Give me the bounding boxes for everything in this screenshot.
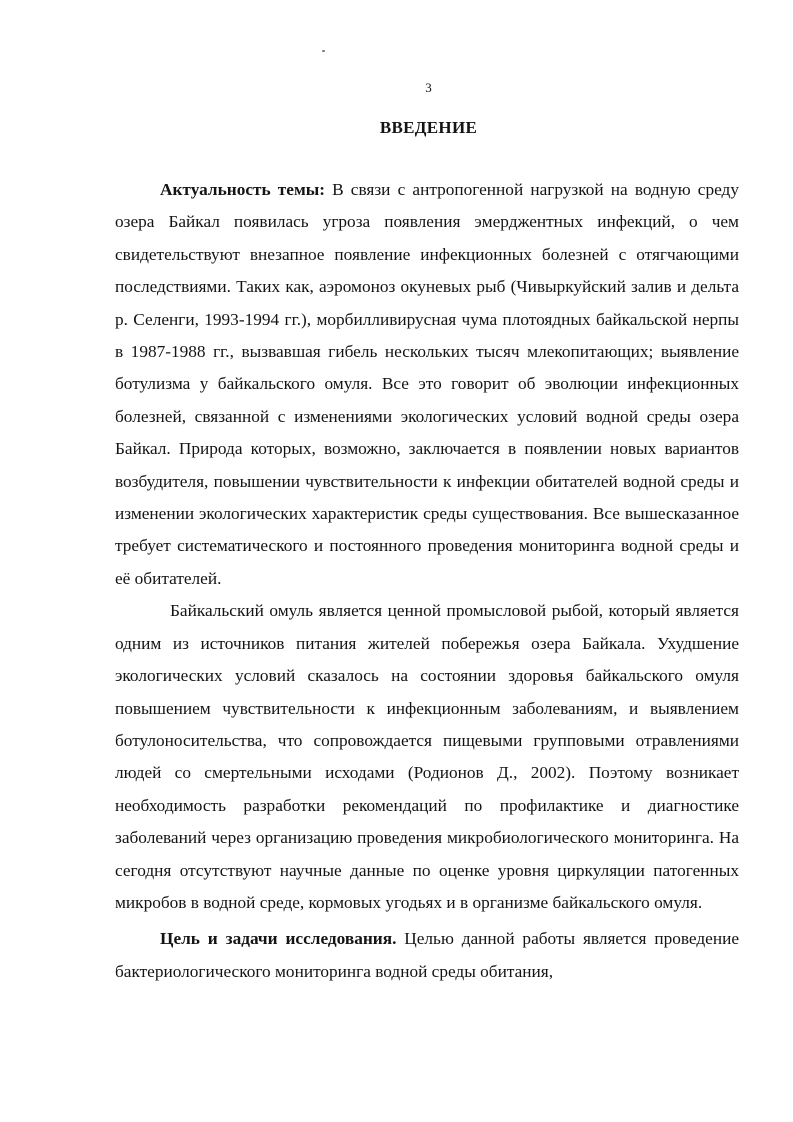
paragraph-omul bbox=[115, 595, 739, 919]
paragraph-text: Байкальский омуль является ценной промысловой рыбой, который является одним из источников питания жителей побережья озера Байкала. Ухудшение экологических условий сказалось на состоянии здоровья байкальского омуля повышением чувствительности к инфекционным заболеваниям, и выявлением ботулоносительства, что сопровождается пищевыми групповыми отравлениями людей со смертельными исходами (Родионов Д., 2002). Поэтому возникает необходимость разработки рекомендаций по профилактике и диагностике заболеваний через организацию проведения микробиологического мониторинга. На сегодня отсутствуют научные данные по оценке уровня циркуляции патогенных микробов в водной среде, кормовых угодьях и в организме байкальского омуля. bbox=[115, 601, 739, 912]
paragraph-lead: Актуальность темы: bbox=[160, 180, 325, 199]
paragraph-relevance bbox=[115, 174, 739, 595]
document-body bbox=[115, 174, 739, 988]
scan-speck bbox=[322, 50, 325, 52]
paragraph-text: Целью данной работы является проведение бактериологического мониторинга водной среды обитания, bbox=[115, 929, 739, 981]
paragraph-goals bbox=[115, 923, 739, 988]
paragraph-lead: Цель и задачи исследования. bbox=[160, 929, 397, 949]
page-title: ВВЕДЕНИЕ bbox=[379, 118, 478, 137]
page-number: 3 bbox=[425, 80, 432, 95]
paragraph-text: В связи с антропогенной нагрузкой на водную среду озера Байкал появилась угроза появления эмерджентных инфекций, о чем свидетельствуют внезапное появление инфекционных болезней с отягчающими последствиями. Таких как, аэромоноз окуневых рыб (Чивыркуйский залив и дельта р. Селенги, 1993-1994 гг.), морбилливирусная чума плотоядных байкальской нерпы в 1987-1988 гг., вызвавшая гибель нескольких тысяч млекопитающих; выявление ботулизма у байкальского омуля. Все это говорит об эволюции инфекционных болезней, связанной с изменениями экологических условий водной среды озера Байкал. Природа которых, возможно, заключается в появлении новых вариантов возбудителя, повышении чувствительности к инфекции обитателей водной среды и изменении экологических характеристик среды существования. Все вышесказанное требует систематического и постоянного проведения мониторинга водной среды и её обитателей. bbox=[115, 180, 739, 588]
